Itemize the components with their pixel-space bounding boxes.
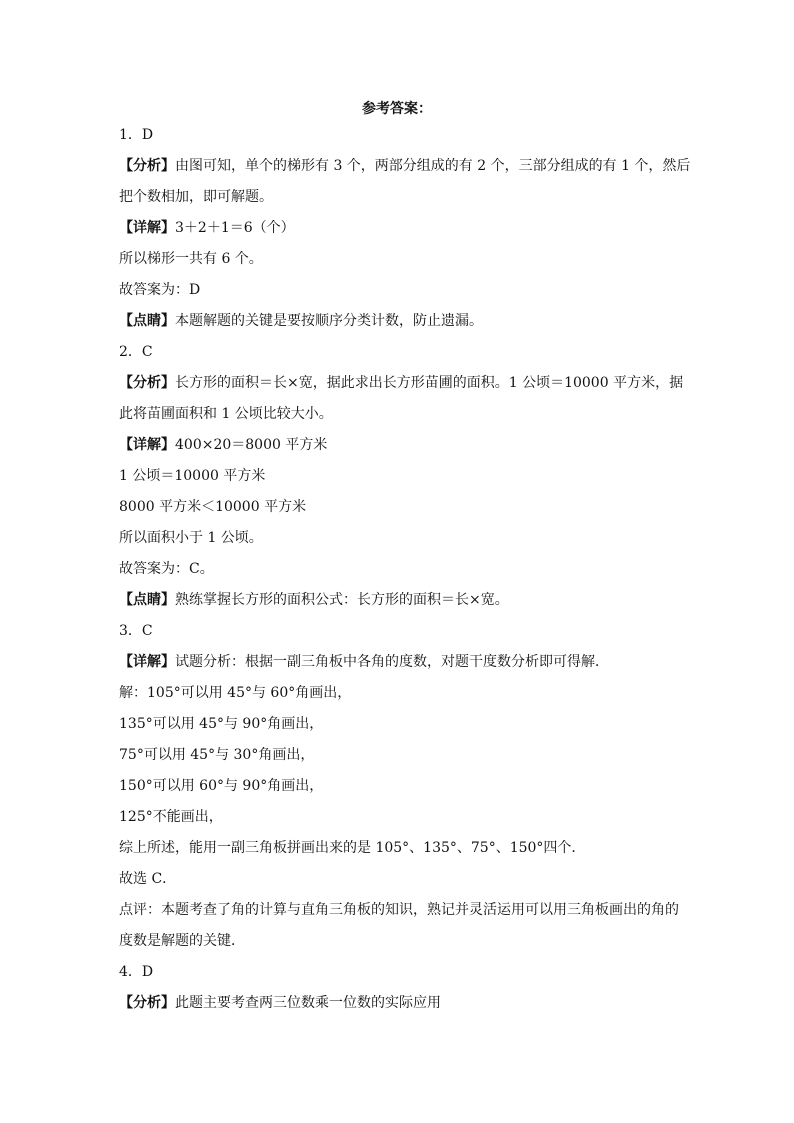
line-text: 长方形的面积＝长×宽，据此求出长方形苗圃的面积。1 公顷＝10000 平方米，据 <box>175 375 684 391</box>
line-text: 3＋2＋1＝6（个） <box>175 220 295 236</box>
text-line <box>119 740 679 771</box>
section-tag: 【点睛】 <box>119 313 175 329</box>
line-text: 度数是解题的关键． <box>119 933 245 949</box>
answer-content <box>119 120 691 1019</box>
text-line <box>119 895 679 926</box>
section-tag: 【分析】 <box>119 995 175 1011</box>
text-line <box>119 120 679 151</box>
line-text: 解：105°可以用 45°与 60°角画出， <box>119 685 352 701</box>
line-text: 2．C <box>119 344 153 360</box>
text-line <box>119 430 679 461</box>
line-text: 1 公顷＝10000 平方米 <box>119 468 266 484</box>
text-line <box>119 833 679 864</box>
text-line <box>119 864 679 895</box>
line-text: 所以面积小于 1 公顷。 <box>119 530 263 546</box>
line-text: 试题分析：根据一副三角板中各角的度数，对题干度数分析即可得解． <box>175 654 609 670</box>
text-line <box>119 368 684 399</box>
line-text: 故选 C． <box>119 871 177 887</box>
text-line <box>119 213 679 244</box>
line-text: 故答案为：C。 <box>119 561 214 577</box>
line-text: 400×20＝8000 平方米 <box>175 437 328 453</box>
text-line <box>119 647 679 678</box>
line-text: 熟练掌握长方形的面积公式：长方形的面积＝长×宽。 <box>175 592 509 608</box>
line-text: 125°不能画出， <box>119 809 223 825</box>
page-title: 参考答案： <box>362 101 432 117</box>
text-line <box>119 802 679 833</box>
text-line <box>119 554 679 585</box>
line-text: 此将苗圃面积和 1 公顷比较大小。 <box>119 406 333 422</box>
line-text: 本题解题的关键是要按顺序分类计数，防止遗漏。 <box>175 313 483 329</box>
section-tag: 【详解】 <box>119 220 175 236</box>
section-tag: 【分析】 <box>119 375 175 391</box>
text-line <box>119 182 679 213</box>
line-text: 135°可以用 45°与 90°角画出， <box>119 716 324 732</box>
line-text: 3．C <box>119 623 153 639</box>
text-line <box>119 678 679 709</box>
line-text: 75°可以用 45°与 30°角画出， <box>119 747 315 763</box>
line-text: 1．D <box>119 127 154 143</box>
line-text: 把个数相加，即可解题。 <box>119 189 273 205</box>
line-text: 8000 平方米＜10000 平方米 <box>119 499 307 515</box>
text-line <box>119 616 679 647</box>
text-line <box>119 461 679 492</box>
line-text: 点评：本题考查了角的计算与直角三角板的知识，熟记并灵活运用可以用三角板画出的角的 <box>119 902 679 918</box>
section-tag: 【点睛】 <box>119 592 175 608</box>
text-line <box>119 709 679 740</box>
text-line <box>119 244 679 275</box>
text-line <box>119 399 679 430</box>
line-text: 综上所述，能用一副三角板拼画出来的是 105°、135°、75°、150°四个． <box>119 840 586 856</box>
section-tag: 【详解】 <box>119 654 175 670</box>
line-text: 由图可知，单个的梯形有 3 个，两部分组成的有 2 个，三部分组成的有 1 个，然后 <box>175 158 691 174</box>
line-text: 故答案为：D <box>119 282 201 298</box>
line-text: 此题主要考查两三位数乘一位数的实际应用 <box>175 995 441 1011</box>
section-tag: 【详解】 <box>119 437 175 453</box>
line-text: 所以梯形一共有 6 个。 <box>119 251 263 267</box>
line-text: 150°可以用 60°与 90°角画出， <box>119 778 324 794</box>
text-line <box>119 337 679 368</box>
text-line <box>119 957 679 988</box>
text-line <box>119 275 679 306</box>
text-line <box>119 523 679 554</box>
text-line <box>119 988 679 1019</box>
text-line <box>119 585 679 616</box>
text-line <box>119 492 679 523</box>
text-line <box>119 771 679 802</box>
line-text: 4．D <box>119 964 154 980</box>
text-line <box>119 151 691 182</box>
text-line <box>119 926 679 957</box>
section-tag: 【分析】 <box>119 158 175 174</box>
text-line <box>119 306 679 337</box>
